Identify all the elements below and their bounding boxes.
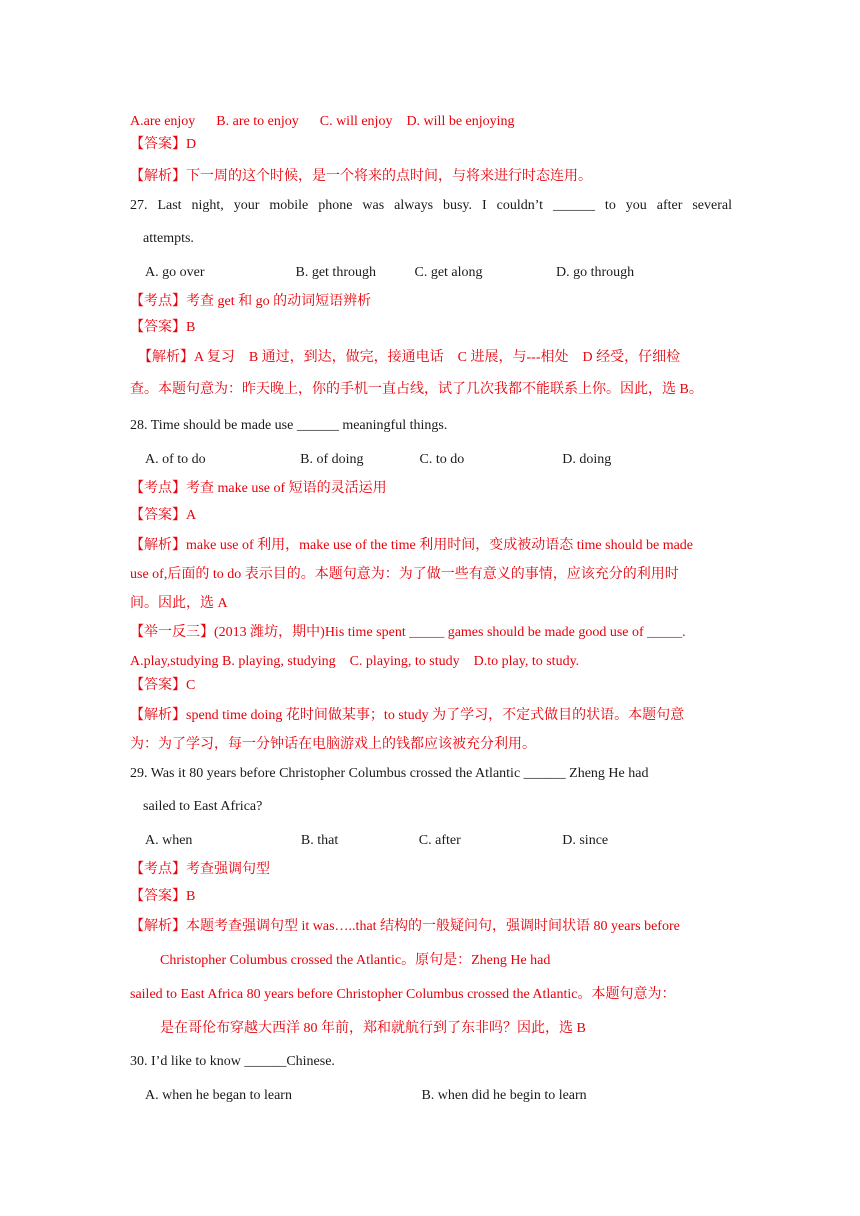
practice-options: A.play,studying B. playing, studying C. playing, to study D.to play, to study. <box>130 654 580 669</box>
q27-topic: 【考点】考查 get 和 go 的动词短语辨析 <box>130 294 372 309</box>
q29-explanation: 【解析】本题考查强调句型 it was…..that 结构的一般疑问句，强调时间状语 80 years before <box>130 919 680 934</box>
q27-explanation-cont: 查。本题句意为：昨天晚上，你的手机一直占线，试了几次我都不能联系上你。因此，选 B。 <box>130 382 703 397</box>
q27-options: A. go over B. get through C. get along D. go through <box>145 265 635 280</box>
q29-topic: 【考点】考查强调句型 <box>130 862 270 877</box>
practice-answer: 【答案】C <box>130 678 196 693</box>
practice-explanation-cont: 为：为了学习，每一分钟话在电脑游戏上的钱都应该被充分利用。 <box>130 737 536 752</box>
q29-answer: 【答案】B <box>130 889 196 904</box>
q29-question-cont: sailed to East Africa? <box>143 799 263 814</box>
q30-question: 30. I’d like to know ______Chinese. <box>130 1054 335 1069</box>
q26-options: A.are enjoy B. are to enjoy C. will enjoy D. will be enjoying <box>130 114 515 129</box>
q26-answer: 【答案】D <box>130 137 197 152</box>
q27-question: 27. Last night, your mobile phone was always busy. I couldn’t ______ to you after several <box>130 198 732 213</box>
q28-question: 28. Time should be made use ______ meaningful things. <box>130 418 448 433</box>
q29-question: 29. Was it 80 years before Christopher Columbus crossed the Atlantic ______ Zheng He had <box>130 766 649 781</box>
q27-question-cont: attempts. <box>143 231 194 246</box>
q29-explanation-cont: Christopher Columbus crossed the Atlantic。原句是：Zheng He had <box>160 953 551 968</box>
q30-options: A. when he began to learn B. when did he begin to learn <box>145 1088 587 1103</box>
practice-explanation: 【解析】spend time doing 花时间做某事；to study 为了学习，不定式做目的状语。本题句意 <box>130 708 685 723</box>
q28-options: A. of to do B. of doing C. to do D. doing <box>145 452 612 467</box>
q28-answer: 【答案】A <box>130 508 197 523</box>
q29-options: A. when B. that C. after D. since <box>145 833 609 848</box>
practice-question: 【举一反三】(2013 潍坊，期中)His time spent _____ games should be made good use of _____. <box>130 625 686 640</box>
q29-explanation-cont2: sailed to East Africa 80 years before Christopher Columbus crossed the Atlantic。本题句意为： <box>130 987 676 1002</box>
q26-explanation: 【解析】下一周的这个时候，是一个将来的点时间，与将来进行时态连用。 <box>130 169 592 184</box>
q27-answer: 【答案】B <box>130 320 196 335</box>
q28-explanation-cont: use of,后面的 to do 表示目的。本题句意为：为了做一些有意义的事情，应该充分的利用时 <box>130 567 679 582</box>
q28-explanation: 【解析】make use of 利用，make use of the time 利用时间，变成被动语态 time should be made <box>130 538 694 553</box>
q27-explanation: 【解析】A 复习 B 通过，到达，做完，接通电话 C 进展，与---相处 D 经受，仔细检 <box>138 350 681 365</box>
q28-topic: 【考点】考查 make use of 短语的灵活运用 <box>130 481 387 496</box>
q28-explanation-end: 间。因此，选 A <box>130 596 228 611</box>
q29-explanation-end: 是在哥伦布穿越大西洋 80 年前，郑和就航行到了东非吗？因此，选 B <box>160 1021 586 1036</box>
